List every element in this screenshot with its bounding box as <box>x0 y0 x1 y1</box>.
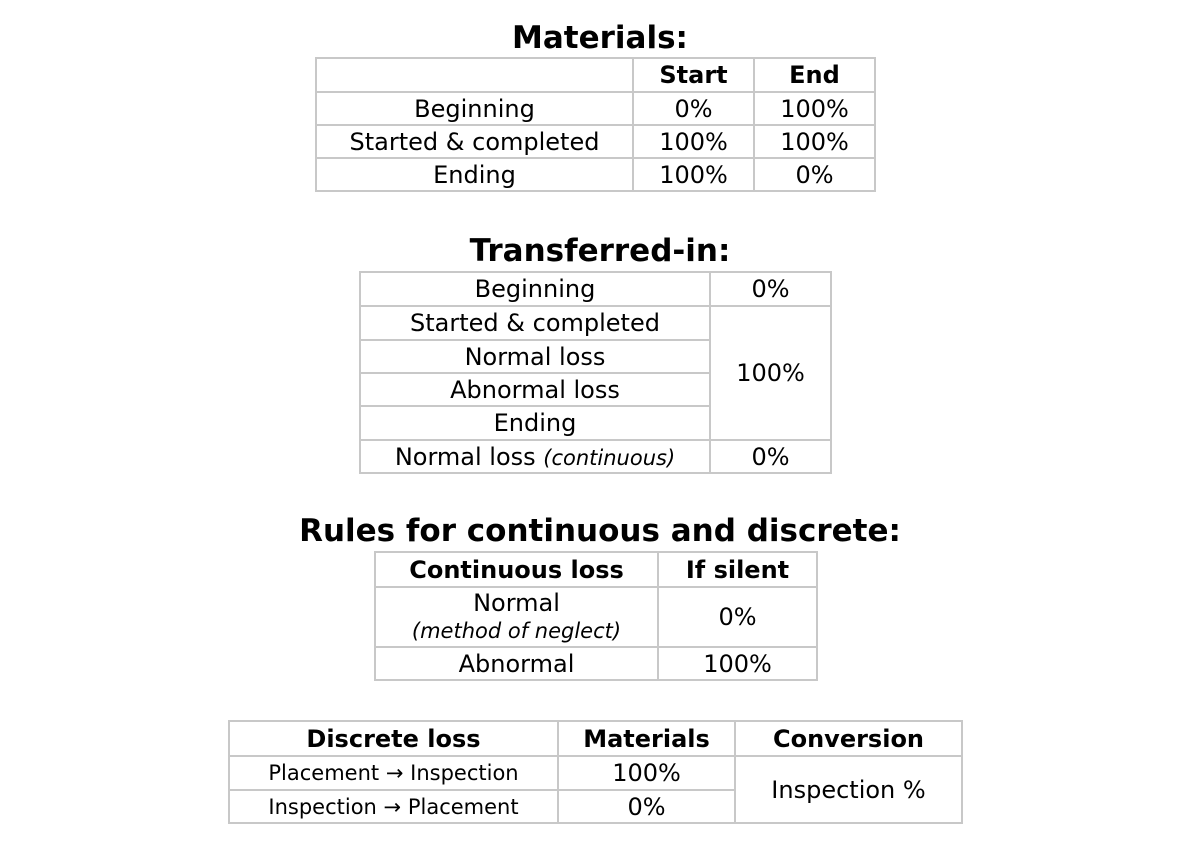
row-value: 0% <box>658 587 817 647</box>
conversion-value: Inspection % <box>735 756 962 823</box>
table-header-row <box>229 721 962 756</box>
row-label: Ending <box>316 158 633 191</box>
row-label: Ending <box>360 406 710 440</box>
header-conversion: Conversion <box>735 721 962 756</box>
header-materials: Materials <box>558 721 735 756</box>
continuous-loss-table <box>374 551 818 681</box>
end-value: 0% <box>754 158 875 191</box>
materials-table <box>315 57 876 192</box>
row-label <box>360 440 710 473</box>
row-label: Beginning <box>316 92 633 125</box>
table-row <box>316 158 875 191</box>
materials-heading: Materials: <box>512 20 688 56</box>
table-row <box>316 125 875 158</box>
end-value: 100% <box>754 92 875 125</box>
table-row <box>375 647 817 680</box>
row-label: Beginning <box>360 272 710 306</box>
end-value: 100% <box>754 125 875 158</box>
row-value: 0% <box>710 272 831 306</box>
row-label-text: Normal loss <box>394 442 536 471</box>
table-row <box>360 272 831 306</box>
merged-value: 100% <box>710 306 831 440</box>
start-value: 100% <box>633 125 754 158</box>
table-row <box>375 587 817 647</box>
row-label <box>229 756 558 790</box>
table-row <box>229 756 962 790</box>
row-label <box>375 587 658 647</box>
transferred-table <box>359 271 832 474</box>
header-continuous-loss: Continuous loss <box>375 552 658 587</box>
row-label-text: Normal <box>473 589 560 617</box>
arrow-right-icon: → <box>383 794 402 819</box>
table-header-row <box>375 552 817 587</box>
row-value: 0% <box>710 440 831 473</box>
header-discrete-loss: Discrete loss <box>229 721 558 756</box>
header-empty <box>316 58 633 92</box>
header-if-silent: If silent <box>658 552 817 587</box>
materials-value: 100% <box>558 756 735 790</box>
rules-heading: Rules for continuous and discrete: <box>299 513 901 549</box>
start-value: 100% <box>633 158 754 191</box>
transferred-heading: Transferred-in: <box>469 233 731 269</box>
row-note: (method of neglect) <box>411 619 622 643</box>
row-label: Started & completed <box>360 306 710 340</box>
table-row <box>360 306 831 340</box>
table-row <box>360 440 831 473</box>
table-row <box>316 92 875 125</box>
row-note: (continuous) <box>543 445 676 470</box>
row-label <box>229 790 558 823</box>
from-label: Inspection <box>268 794 377 819</box>
row-label: Abnormal loss <box>360 373 710 406</box>
row-label: Normal loss <box>360 340 710 373</box>
to-label: Inspection <box>410 761 519 785</box>
discrete-loss-table <box>228 720 963 824</box>
start-value: 0% <box>633 92 754 125</box>
table-header-row <box>316 58 875 92</box>
materials-value: 0% <box>558 790 735 823</box>
row-value: 100% <box>658 647 817 680</box>
to-label: Placement <box>407 794 519 819</box>
row-label: Started & completed <box>316 125 633 158</box>
header-start: Start <box>633 58 754 92</box>
header-end: End <box>754 58 875 92</box>
row-label: Abnormal <box>375 647 658 680</box>
from-label: Placement <box>268 761 380 785</box>
arrow-right-icon: → <box>385 761 404 785</box>
